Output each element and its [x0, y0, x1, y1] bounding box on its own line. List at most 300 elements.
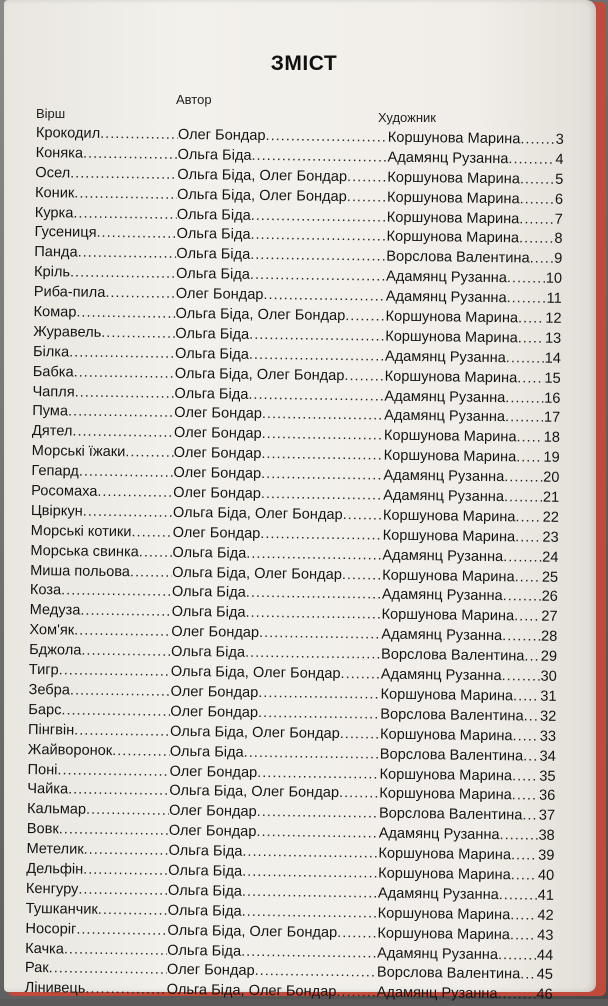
author-name: Ольга Біда [174, 345, 250, 363]
author-name: Олег Бондар [173, 425, 262, 443]
artist-name: Коршунова Марина [387, 169, 520, 188]
author-name: Ольга Біда, Олег Бондар [172, 564, 342, 583]
leader-dots [530, 250, 554, 270]
leader-dots [339, 784, 380, 804]
author-name: Олег Бондар [169, 763, 258, 781]
leader-dots [254, 962, 377, 984]
leader-dots [505, 389, 543, 409]
leader-dots [242, 843, 378, 865]
page-number: 43 [537, 927, 554, 944]
poem-title: Носоріг [25, 920, 77, 938]
leader-dots [249, 346, 385, 368]
leader-dots [251, 206, 387, 228]
page-number: 22 [542, 509, 559, 526]
page-number: 27 [541, 609, 558, 626]
leader-dots [336, 983, 377, 1003]
leader-dots [257, 803, 380, 825]
leader-dots [515, 508, 541, 528]
author-name: Ольга Біда [172, 544, 247, 562]
table-of-contents [25, 124, 564, 1006]
leader-dots [76, 304, 175, 325]
artist-name: Коршунова Марина [379, 766, 513, 784]
page-number: 32 [539, 708, 557, 725]
poem-title: Кріль [33, 264, 71, 281]
artist-name: Ворслова Валентина [386, 248, 530, 267]
page-number: 5 [555, 171, 564, 188]
author-name: Олег Бондар [168, 803, 257, 821]
artist-name: Коршунова Марина [378, 865, 511, 884]
page-number: 21 [542, 489, 560, 506]
author-name: Ольга Біда, Олег Бондар [169, 783, 340, 802]
author-name: Олег Бондар [177, 126, 266, 145]
leader-dots [347, 188, 388, 208]
poem-title: Білка [32, 343, 70, 361]
leader-dots [250, 226, 386, 248]
page-number: 17 [543, 410, 561, 427]
leader-dots [139, 543, 173, 563]
leader-dots [83, 145, 178, 166]
page-number: 35 [539, 768, 556, 785]
author-name: Ольга Біда [175, 266, 251, 284]
leader-dots [98, 901, 168, 922]
artist-name: Адамянц Рузанна [381, 587, 503, 605]
leader-dots [250, 246, 386, 268]
header-author: Автор [176, 92, 212, 107]
page-number: 11 [546, 290, 562, 308]
leader-dots [519, 210, 554, 230]
artist-name: Коршунова Марина [377, 905, 511, 924]
author-name: Олег Бондар [173, 464, 262, 483]
poem-title: Метелик [26, 841, 84, 858]
leader-dots [522, 807, 538, 827]
leader-dots [74, 622, 171, 643]
leader-dots [342, 566, 383, 586]
poem-title: Осел [35, 164, 71, 182]
artist-name: Адамянц Рузанна [383, 467, 505, 486]
artist-name: Коршунова Марина [385, 328, 518, 347]
leader-dots [76, 920, 167, 941]
artist-name: Адамянц Рузанна [381, 626, 503, 645]
artist-name: Ворслова Валентина [380, 646, 525, 665]
leader-dots [259, 624, 382, 646]
page-number: 8 [554, 231, 563, 248]
leader-dots [263, 286, 386, 308]
author-name: Ольга Біда [177, 146, 252, 164]
leader-dots [68, 781, 169, 802]
author-name: Ольга Біда, Олег Бондар [170, 663, 341, 683]
author-name: Ольга Біда [176, 226, 251, 244]
artist-name: Адамянц Рузанна [384, 408, 506, 426]
leader-dots [130, 563, 172, 583]
author-name: Ольга Біда [170, 643, 246, 661]
page-number: 12 [545, 310, 562, 327]
author-name: Ольга Біда, Олег Бондар [174, 365, 345, 384]
leader-dots [85, 980, 167, 1001]
artist-name: Коршунова Марина [379, 785, 512, 804]
leader-dots [78, 880, 168, 901]
artist-name: Коршунова Марина [381, 606, 515, 625]
leader-dots [519, 190, 554, 210]
leader-dots [261, 485, 384, 507]
page-number: 24 [542, 549, 559, 566]
poem-title: Тушканчик [25, 900, 98, 918]
page-number: 30 [540, 668, 557, 685]
poem-title: Хом'як [29, 622, 75, 639]
leader-dots [59, 821, 169, 842]
leader-dots [507, 269, 545, 289]
page-number: 9 [554, 251, 563, 268]
artist-name: Коршунова Марина [379, 726, 513, 745]
leader-dots [347, 168, 388, 188]
artist-name: Адамянц Рузанна [377, 945, 499, 963]
leader-dots [77, 244, 176, 265]
page-number: 6 [554, 191, 564, 208]
artist-name: Адамянц Рузанна [384, 388, 506, 406]
leader-dots [258, 684, 381, 706]
leader-dots [241, 942, 377, 964]
poem-title: Медуза [29, 602, 81, 619]
page-number: 28 [540, 628, 558, 646]
page-number: 14 [544, 350, 562, 367]
artist-name: Адамянц Рузанна [387, 149, 509, 168]
leader-dots [101, 324, 175, 345]
poem-title: Кальмар [26, 801, 87, 818]
page-number: 20 [543, 469, 560, 487]
poem-title: Гепард [31, 463, 79, 480]
leader-dots [524, 648, 540, 668]
author-name: Ольга Біда [169, 743, 244, 761]
artist-name: Коршунова Марина [384, 368, 518, 387]
leader-dots [68, 403, 174, 424]
artist-name: Адамянц Рузанна [382, 547, 504, 565]
leader-dots [343, 506, 384, 526]
leader-dots [520, 170, 555, 190]
leader-dots [504, 488, 542, 508]
leader-dots [245, 644, 381, 666]
poem-title: Дятел [31, 423, 73, 440]
leader-dots [242, 863, 378, 885]
author-name: Ольга Біда [168, 842, 243, 860]
artist-name: Адамянц Рузанна [385, 268, 507, 287]
page-number: 38 [538, 827, 555, 845]
author-name: Ольга Біда [175, 325, 250, 343]
leader-dots [523, 747, 539, 767]
poem-title: Барс [28, 701, 62, 719]
author-name: Ольга Біда [168, 862, 243, 880]
leader-dots [246, 544, 382, 566]
artist-name: Коршунова Марина [382, 527, 516, 546]
poem-title: Росомаха [31, 483, 98, 500]
leader-dots [516, 449, 542, 469]
poem-title: Тигр [28, 662, 59, 679]
author-name: Олег Бондар [168, 822, 257, 841]
leader-dots [261, 465, 384, 487]
leader-dots [251, 147, 387, 169]
leader-dots [512, 727, 538, 747]
leader-dots [502, 667, 540, 687]
leader-dots [83, 503, 173, 524]
leader-dots [340, 725, 381, 745]
leader-dots [504, 468, 542, 488]
leader-dots [70, 164, 177, 185]
leader-dots [503, 588, 541, 608]
poem-title: Бабка [32, 363, 74, 381]
poem-title: Жайворонок [27, 741, 113, 759]
page-number: 15 [544, 370, 561, 387]
author-name: Олег Бондар [173, 445, 262, 463]
leader-dots [256, 823, 379, 845]
leader-dots [502, 627, 540, 647]
poem-title: Кенгуру [25, 880, 79, 898]
leader-dots [125, 443, 174, 464]
poem-title: Дельфін [26, 860, 84, 878]
leader-dots [73, 363, 174, 384]
poem-title: Бджола [29, 642, 82, 659]
leader-dots [257, 763, 380, 785]
leader-dots [511, 846, 537, 866]
leader-dots [261, 445, 384, 467]
poem-title: Морська свинка [30, 542, 139, 561]
poem-title: Рак [24, 960, 49, 977]
leader-dots [246, 584, 382, 606]
leader-dots [83, 861, 168, 882]
leader-dots [248, 385, 384, 407]
author-name: Ольга Біда, Олег Бондар [167, 922, 338, 941]
author-name: Ольга Біда, Олег Бондар [166, 982, 337, 1001]
leader-dots [497, 985, 535, 1005]
leader-dots [499, 886, 537, 906]
author-name: Ольга Біда [171, 604, 246, 622]
leader-dots [519, 230, 554, 250]
poem-title: Чайка [27, 781, 69, 798]
leader-dots [84, 841, 169, 862]
poem-title: Качка [25, 940, 65, 957]
page-number: 29 [540, 648, 558, 666]
leader-dots [70, 681, 171, 702]
author-name: Ольга Біда [174, 385, 249, 403]
page-number: 4 [555, 151, 564, 168]
leader-dots [105, 284, 176, 305]
leader-dots [503, 548, 541, 568]
leader-dots [59, 661, 171, 682]
artist-name: Коршунова Марина [380, 686, 514, 705]
leader-dots [57, 761, 169, 782]
poem-title: Зебра [28, 681, 71, 699]
author-name: Ольга Біда [167, 942, 242, 960]
artist-name: Адамянц Рузанна [378, 825, 500, 844]
leader-dots [74, 721, 170, 742]
leader-dots [74, 184, 177, 205]
page-number: 44 [536, 947, 554, 964]
page-number: 18 [543, 430, 561, 447]
leader-dots [512, 787, 538, 807]
author-name: Ольга Біда [176, 246, 251, 264]
header-poem: Вірш [36, 106, 66, 121]
leader-dots [61, 701, 170, 722]
page-number: 3 [555, 131, 564, 148]
page-number: 31 [540, 688, 557, 705]
author-name: Олег Бондар [170, 703, 259, 721]
author-name: Олег Бондар [171, 624, 260, 642]
poem-title: Вовк [26, 821, 59, 838]
artist-name: Коршунова Марина [386, 189, 520, 208]
author-name: Ольга Біда, Олег Бондар [169, 723, 340, 742]
artist-name: Коршунова Марина [382, 567, 515, 585]
page-number: 19 [543, 449, 560, 467]
leader-dots [520, 130, 555, 150]
leader-dots [516, 429, 542, 449]
poem-title: Гусениця [34, 224, 97, 242]
page-number: 37 [538, 807, 556, 825]
leader-dots [498, 946, 536, 966]
leader-dots [505, 409, 543, 429]
leader-dots [262, 425, 385, 447]
page-number: 42 [537, 907, 554, 924]
leader-dots [511, 866, 537, 886]
author-name: Олег Бондар [173, 484, 261, 503]
artist-name: Ворслова Валентина [376, 964, 521, 983]
artist-name: Коршунова Марина [386, 209, 520, 227]
leader-dots [508, 150, 554, 171]
leader-dots [517, 369, 543, 389]
leader-dots [510, 926, 536, 946]
poem-title: Коза [29, 582, 62, 599]
header-artist: Художник [378, 110, 436, 125]
leader-dots [131, 523, 172, 543]
leader-dots [506, 289, 545, 309]
author-name: Ольга Біда [171, 584, 246, 602]
page-number: 7 [554, 211, 563, 228]
leader-dots [69, 343, 175, 364]
page-number: 40 [537, 867, 555, 884]
page-number: 16 [544, 390, 561, 407]
author-name: Ольга Біда, Олег Бондар [172, 504, 343, 523]
leader-dots [250, 266, 386, 288]
page-number: 41 [537, 887, 555, 904]
leader-dots [64, 940, 168, 961]
artist-name: Адамянц Рузанна [384, 348, 506, 366]
author-name: Олег Бондар [175, 285, 264, 304]
leader-dots [75, 383, 175, 404]
artist-name: Коршунова Марина [382, 507, 516, 526]
leader-dots [242, 902, 378, 924]
author-name: Олег Бондар [166, 962, 255, 980]
leader-dots [510, 906, 536, 926]
leader-dots [512, 767, 538, 787]
leader-dots [81, 642, 171, 663]
page-number: 45 [536, 967, 554, 984]
poem-title: Пінгвін [27, 721, 75, 739]
leader-dots [245, 604, 381, 626]
leader-dots [506, 349, 544, 369]
leader-dots [80, 602, 172, 623]
leader-dots [340, 665, 381, 685]
artist-name: Адамянц Рузанна [380, 666, 502, 685]
leader-dots [514, 608, 540, 628]
page-number: 46 [536, 986, 553, 1004]
leader-dots [513, 687, 539, 707]
page-number: 26 [541, 589, 558, 606]
page-number: 13 [544, 330, 562, 347]
artist-name: Ворслова Валентина [380, 706, 524, 725]
leader-dots [249, 326, 385, 348]
leader-dots [242, 883, 378, 905]
poem-title: Лінивець [24, 980, 86, 998]
leader-dots [499, 826, 537, 846]
leader-dots [61, 582, 172, 603]
artist-name: Коршунова Марина [383, 427, 517, 446]
artist-name: Коршунова Марина [385, 308, 519, 327]
artist-name: Коршунова Марина [377, 925, 511, 943]
author-name: Ольга Біда, Олег Бондар [177, 166, 348, 185]
artist-name: Адамянц Рузанна [383, 487, 505, 506]
leader-dots [515, 568, 541, 588]
leader-dots [100, 125, 178, 146]
poem-title: Крокодил [35, 124, 101, 142]
artist-name: Коршунова Марина [387, 129, 521, 148]
leader-dots [86, 801, 169, 822]
poem-title: Коник [34, 184, 75, 202]
author-name: Ольга Біда, Олег Бондар [175, 305, 346, 325]
page-number: 25 [541, 569, 559, 586]
leader-dots [260, 525, 383, 547]
leader-dots [96, 224, 176, 245]
page-number: 10 [545, 270, 563, 288]
poem-title: Миша польова [30, 562, 131, 580]
page-number: 33 [539, 728, 557, 745]
author-name: Ольга Біда [167, 902, 242, 920]
leader-dots [345, 307, 386, 327]
artist-name: Ворслова Валентина [379, 746, 524, 765]
poem-title: Пума [32, 403, 69, 420]
artist-name: Коршунова Марина [378, 845, 512, 864]
page-title: ЗМІСТ [270, 52, 338, 75]
leader-dots [73, 204, 177, 225]
leader-dots [518, 309, 544, 329]
leader-dots [518, 329, 544, 349]
poem-title: Панда [34, 244, 78, 261]
page-number: 23 [542, 529, 559, 546]
artist-name: Адамянц Рузанна [377, 885, 499, 903]
leader-dots [262, 405, 385, 427]
page-number: 39 [538, 847, 555, 864]
poem-title: Морські котики [30, 522, 132, 541]
leader-dots [49, 960, 167, 981]
poem-title: Риба-пила [33, 284, 106, 302]
leader-dots [244, 743, 380, 765]
poem-title: Чапля [32, 383, 75, 401]
artist-name: Коршунова Марина [386, 229, 520, 247]
leader-dots [265, 127, 388, 149]
leader-dots [520, 966, 536, 986]
page-number: 34 [539, 748, 556, 765]
artist-name: Адамянц Рузанна [376, 984, 498, 1003]
leader-dots [258, 704, 381, 726]
author-name: Ольга Біда [176, 206, 251, 224]
leader-dots [112, 742, 170, 763]
artist-name: Ворслова Валентина [378, 805, 523, 824]
poem-title: Журавель [33, 323, 102, 341]
leader-dots [79, 463, 174, 484]
poem-title: Цвіркун [30, 502, 83, 520]
leader-dots [344, 367, 385, 387]
author-name: Ольга Біда [167, 882, 243, 900]
leader-dots [70, 264, 176, 285]
poem-title: Курка [34, 204, 74, 222]
author-name: Олег Бондар [170, 683, 259, 701]
leader-dots [337, 924, 378, 944]
poem-title: Морські їжаки [31, 443, 126, 461]
